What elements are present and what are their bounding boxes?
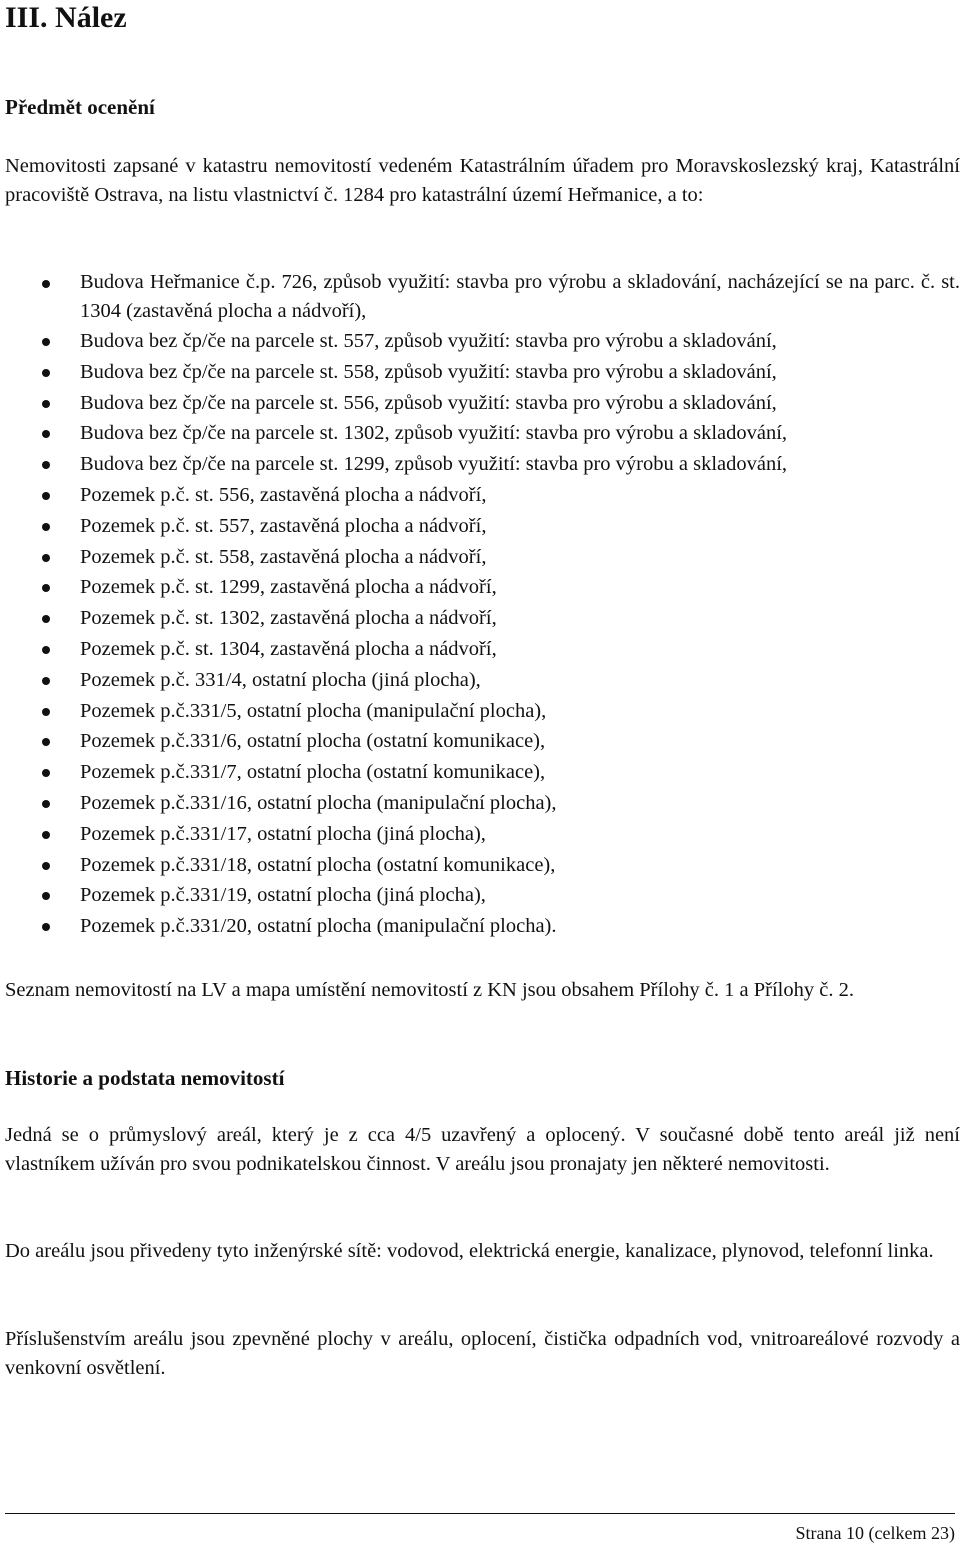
list-item: Pozemek p.č. st. 558, zastavěná plocha a nádvoří, bbox=[5, 542, 960, 573]
bullet-icon bbox=[42, 400, 50, 408]
chapter-heading: III. Nález bbox=[5, 1, 127, 34]
list-item: Pozemek p.č. st. 556, zastavěná plocha a nádvoří, bbox=[5, 480, 960, 511]
list-item: Budova bez čp/če na parcele st. 1299, způsob využití: stavba pro výrobu a skladování, bbox=[5, 449, 960, 480]
history-paragraph-1: Jedná se o průmyslový areál, který je z cca 4/5 uzavřený a oplocený. V současné době tento areál již není vlastníkem užíván pro svou podnikatelskou činnost. V areálu jsou pronajaty jen některé nemovitosti. bbox=[5, 1124, 960, 1175]
list-item: Pozemek p.č.331/17, ostatní plocha (jiná plocha), bbox=[5, 819, 960, 850]
property-list bbox=[5, 268, 960, 942]
bullet-icon bbox=[42, 430, 50, 438]
page-number: Strana 10 (celkem 23) bbox=[795, 1523, 955, 1543]
list-item: Budova bez čp/če na parcele st. 558, způsob využití: stavba pro výrobu a skladování, bbox=[5, 357, 960, 388]
bullet-icon bbox=[42, 769, 50, 777]
list-item: Pozemek p.č. st. 1304, zastavěná plocha a nádvoří, bbox=[5, 634, 960, 665]
bullet-icon bbox=[42, 708, 50, 716]
list-item: Budova bez čp/če na parcele st. 557, způsob využití: stavba pro výrobu a skladování, bbox=[5, 326, 960, 357]
bullet-icon bbox=[42, 738, 50, 746]
bullet-icon bbox=[42, 369, 50, 377]
bullet-icon bbox=[42, 338, 50, 346]
list-item: Pozemek p.č. 331/4, ostatní plocha (jiná plocha), bbox=[5, 665, 960, 696]
list-item: Pozemek p.č.331/18, ostatní plocha (ostatní komunikace), bbox=[5, 850, 960, 881]
bullet-icon bbox=[42, 492, 50, 500]
list-item: Pozemek p.č.331/6, ostatní plocha (ostatní komunikace), bbox=[5, 726, 960, 757]
bullet-icon bbox=[42, 892, 50, 900]
attachments-note: Seznam nemovitostí na LV a mapa umístění nemovitostí z KN jsou obsahem Přílohy č. 1 a Přílohy č. 2. bbox=[5, 979, 854, 1001]
list-item: Pozemek p.č. st. 1302, zastavěná plocha a nádvoří, bbox=[5, 603, 960, 634]
list-item: Pozemek p.č.331/19, ostatní plocha (jiná plocha), bbox=[5, 880, 960, 911]
bullet-icon bbox=[42, 800, 50, 808]
list-item: Pozemek p.č. st. 557, zastavěná plocha a nádvoří, bbox=[5, 511, 960, 542]
bullet-icon bbox=[42, 523, 50, 531]
list-item: Pozemek p.č.331/5, ostatní plocha (manipulační plocha), bbox=[5, 696, 960, 727]
list-item: Pozemek p.č.331/16, ostatní plocha (manipulační plocha), bbox=[5, 788, 960, 819]
list-item: Budova bez čp/če na parcele st. 1302, způsob využití: stavba pro výrobu a skladování, bbox=[5, 418, 960, 449]
bullet-icon bbox=[42, 923, 50, 931]
section-title-history: Historie a podstata nemovitostí bbox=[5, 1066, 285, 1090]
section-title-subject: Předmět ocenění bbox=[5, 95, 155, 119]
footer-divider bbox=[5, 1513, 955, 1514]
bullet-icon bbox=[42, 677, 50, 685]
list-item: Pozemek p.č.331/7, ostatní plocha (ostatní komunikace), bbox=[5, 757, 960, 788]
list-item: Budova bez čp/če na parcele st. 556, způsob využití: stavba pro výrobu a skladování, bbox=[5, 388, 960, 419]
bullet-icon bbox=[42, 584, 50, 592]
list-item: Budova Heřmanice č.p. 726, způsob využití: stavba pro výrobu a skladování, nacházející se na parc. č. st. 1304 (zastavěná plocha a nádvoří), bbox=[5, 268, 960, 326]
bullet-icon bbox=[42, 615, 50, 623]
list-item: Pozemek p.č. st. 1299, zastavěná plocha a nádvoří, bbox=[5, 572, 960, 603]
list-item: Pozemek p.č.331/20, ostatní plocha (manipulační plocha). bbox=[5, 911, 960, 942]
history-paragraph-3: Příslušenstvím areálu jsou zpevněné plochy v areálu, oplocení, čistička odpadních vod, vnitroareálové rozvody a venkovní osvětlení. bbox=[5, 1328, 960, 1379]
bullet-icon bbox=[42, 280, 50, 288]
bullet-icon bbox=[42, 461, 50, 469]
intro-paragraph: Nemovitosti zapsané v katastru nemovitostí vedeném Katastrálním úřadem pro Moravskoslezský kraj, Katastrální pracoviště Ostrava, na listu vlastnictví č. 1284 pro katastrální území Heřmanice, a to: bbox=[5, 155, 960, 206]
bullet-icon bbox=[42, 862, 50, 870]
bullet-icon bbox=[42, 646, 50, 654]
bullet-icon bbox=[42, 831, 50, 839]
bullet-icon bbox=[42, 554, 50, 562]
history-paragraph-2: Do areálu jsou přivedeny tyto inženýrské sítě: vodovod, elektrická energie, kanalizace, plynovod, telefonní linka. bbox=[5, 1240, 934, 1262]
